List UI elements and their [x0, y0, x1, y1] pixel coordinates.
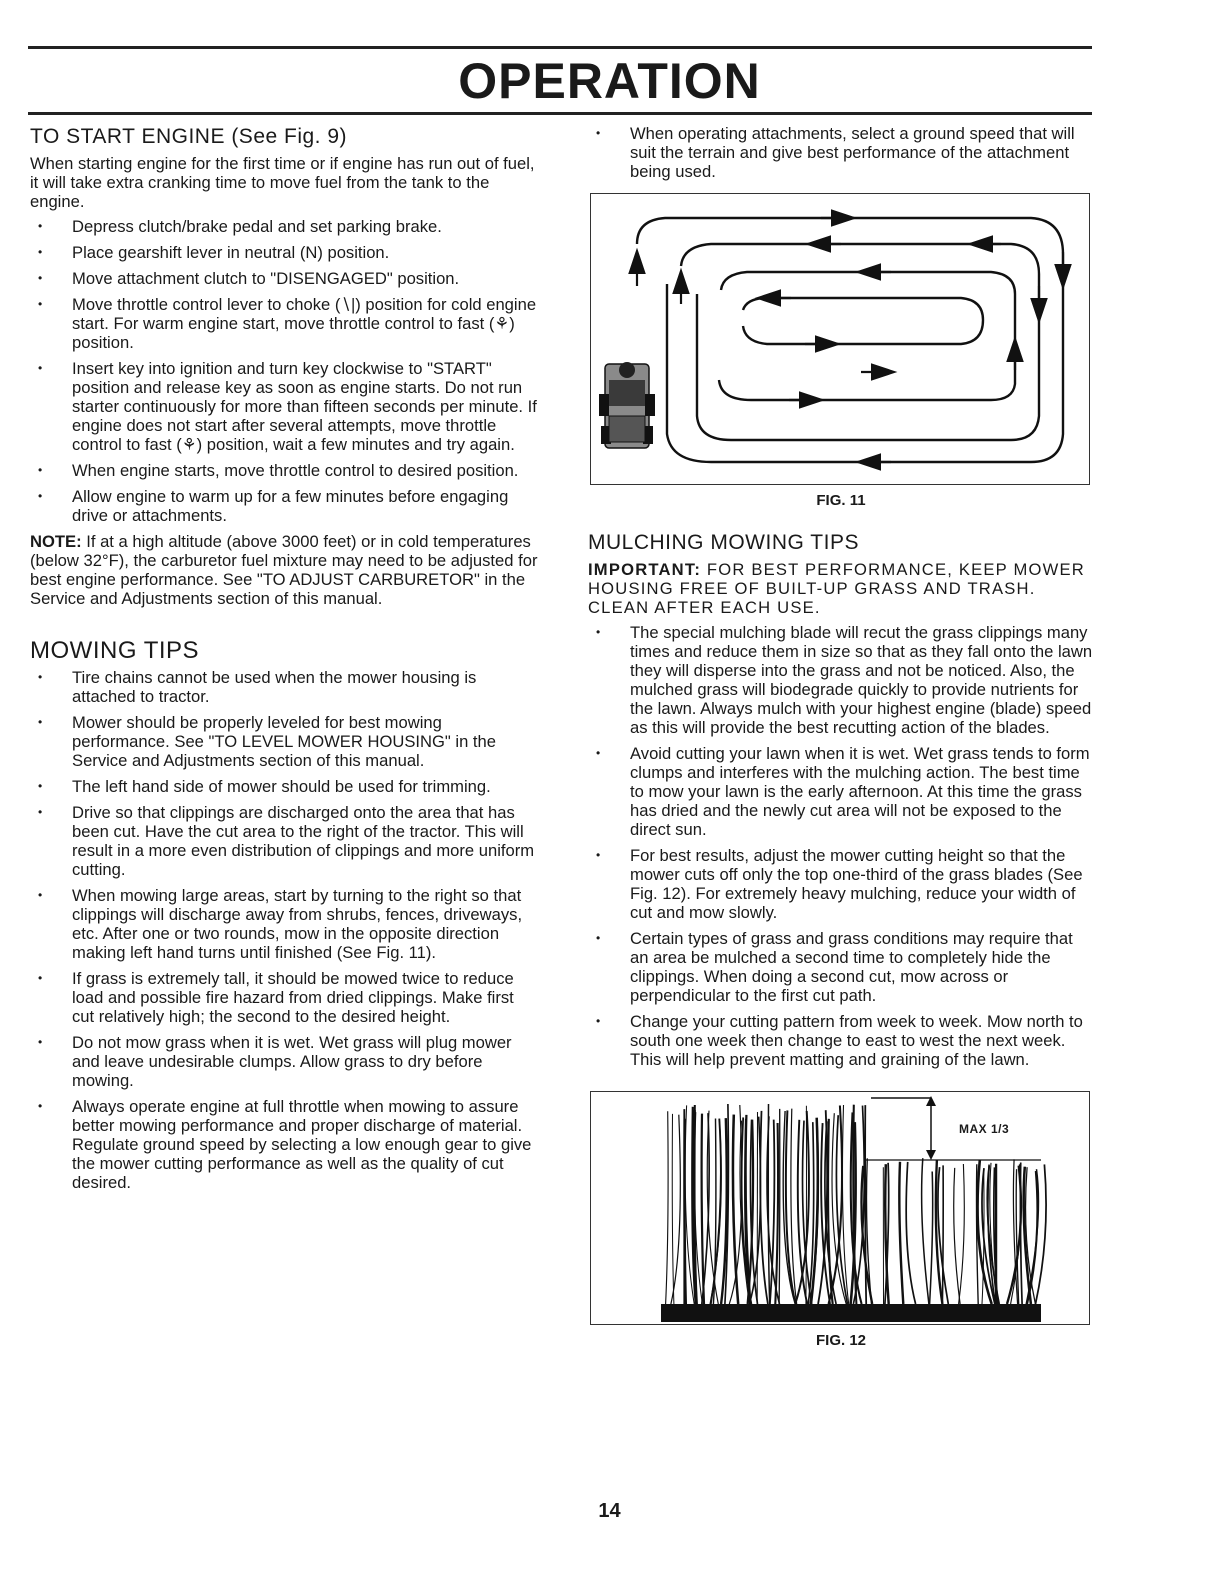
- tractor-icon: [599, 362, 655, 448]
- list-item: • Place gearshift lever in neutral (N) position.: [30, 243, 540, 262]
- altitude-note: [30, 532, 540, 608]
- list-item: • Allow engine to warm up for a few minutes before engaging drive or attachments.: [30, 487, 540, 525]
- grass-illustration: [591, 1092, 1089, 1324]
- grass-blade: [750, 1120, 757, 1304]
- grass-blade: [768, 1104, 769, 1304]
- list-item: • Tire chains cannot be used when the mower housing is attached to tractor.: [30, 668, 540, 706]
- grass-blade: [672, 1114, 674, 1304]
- list-item: • For best results, adjust the mower cutting height so that the mower cuts off only the top one-third of the grass blades (See Fig. 12). For extremely heavy mulching, reduce your width of cut and mow slowly.: [588, 846, 1094, 922]
- note-label: NOTE:: [30, 532, 82, 551]
- attachment-list: [588, 124, 1094, 181]
- grass-blade: [694, 1110, 696, 1304]
- grass-blade: [791, 1109, 797, 1304]
- list-item: • When engine starts, move throttle control to desired position.: [30, 461, 540, 480]
- grass-blade: [779, 1109, 780, 1304]
- list-item: • When operating attachments, select a ground speed that will suit the terrain and give best performance of the attachment being used.: [588, 124, 1094, 181]
- list-item: • Certain types of grass and grass conditions may require that an area be mulched a second time to completely hide the clippings. When doing a second cut, mow across or perpendicular to the first cut path.: [588, 929, 1094, 1005]
- start-engine-list: [30, 217, 540, 525]
- list-item: • Insert key into ignition and turn key clockwise to "START" position and release key as soon as engine starts. Do not run starter continuously for more than fifteen seconds per minute. If engine does not start after several attempts, move throttle control to fast (⚘) position, wait a few minutes and try again.: [30, 359, 540, 454]
- grass-blade: [775, 1123, 778, 1304]
- page-number: 14: [598, 1500, 621, 1522]
- list-item: • If grass is extremely tall, it should be mowed twice to reduce load and possible fire hazard from dried clippings. Make first cut relatively high; the second to the desired height.: [30, 969, 540, 1026]
- inner-path: [743, 298, 983, 344]
- grass-blade: [865, 1105, 866, 1304]
- note-text: If at a high altitude (above 3000 feet) or in cold temperatures (below 32°F), the carburetor fuel mixture may need to be adjusted for best engine performance. See "TO ADJUST CARBURETOR" in the Service and Adjustments section of this manual.: [30, 532, 538, 608]
- grass-blade: [959, 1164, 965, 1304]
- list-item: • The special mulching blade will recut the grass clippings many times and reduce them in size so that as they fall onto the lawn they will disperse into the grass and not be noticed. Also, the mulched grass will biodegrade quickly to provide nutrients for the lawn. Always mulch with your highest engine (blade) speed as this will provide the best recutting action of the blades.: [588, 623, 1094, 737]
- mulching-tips-list: [588, 623, 1094, 1069]
- important-text: FOR BEST PERFORMANCE, KEEP MOWER HOUSING FREE OF BUILT-UP GRASS AND TRASH. CLEAN AFTER EACH USE.: [588, 560, 1085, 617]
- ground-strip: [661, 1304, 1041, 1322]
- start-engine-heading: TO START ENGINE (See Fig. 9): [30, 125, 348, 148]
- list-item: • When mowing large areas, start by turning to the right so that clippings will discharge away from shrubs, fences, driveways, etc. After one or two rounds, mow in the opposite direction making left hand turns until finished (See Fig. 11).: [30, 886, 540, 962]
- list-item: • Move throttle control lever to choke (∖|) position for cold engine start. For warm engine start, move throttle control to fast (⚘) position.: [30, 295, 540, 352]
- grass-blade: [906, 1162, 915, 1304]
- grass-blade: [954, 1168, 960, 1304]
- list-item: • Do not mow grass when it is wet. Wet grass will plug mower and leave undesirable clumps. Allow grass to dry before mowing.: [30, 1033, 540, 1090]
- list-item: • The left hand side of mower should be used for trimming.: [30, 777, 540, 796]
- figure-11-caption: FIG. 11: [816, 492, 866, 509]
- top-rule: [28, 46, 1092, 49]
- start-engine-intro: When starting engine for the first time or if engine has run out of fuel, it will take extra cranking time to move fuel from the tank to the engine.: [30, 154, 535, 211]
- grass-blade: [930, 1172, 933, 1305]
- figure-12-caption: FIG. 12: [815, 1332, 867, 1349]
- grass-blade: [922, 1158, 929, 1304]
- list-item: • Mower should be properly leveled for best mowing performance. See "TO LEVEL MOWER HOUSING" in the Service and Adjustments section of this manual.: [30, 713, 540, 770]
- mulching-tips-heading: MULCHING MOWING TIPS: [588, 531, 859, 554]
- max-one-third-label: MAX 1/3: [959, 1122, 1010, 1136]
- list-item: • Change your cutting pattern from week to week. Mow north to south one week then change to east to west the next week. This will help prevent matting and graining of the lawn.: [588, 1012, 1094, 1069]
- outer-path: [637, 218, 1063, 462]
- list-item: • Move attachment clutch to "DISENGAGED" position.: [30, 269, 540, 288]
- figure-12-grass-height: [590, 1091, 1090, 1325]
- list-item: • Avoid cutting your lawn when it is wet. Wet grass tends to form clumps and interferes with the mulching action. The best time to mow your lawn is the early afternoon. At this time the grass has dried and the newly cut area will not be exposed to the direct sun.: [588, 744, 1094, 839]
- page-title: OPERATION: [458, 53, 761, 109]
- mowing-tips-list: [30, 668, 540, 1192]
- third-path: [719, 272, 1015, 400]
- mowing-tips-heading: MOWING TIPS: [30, 637, 200, 664]
- grass-blade: [666, 1111, 669, 1304]
- grass-blade: [733, 1115, 738, 1304]
- grass-blade: [899, 1162, 903, 1304]
- title-rule: [28, 112, 1092, 115]
- right-column: [588, 124, 1094, 1350]
- grass-blade: [806, 1106, 807, 1304]
- left-column: [30, 124, 540, 1199]
- mowing-pattern-diagram: [591, 194, 1089, 484]
- list-item: • Depress clutch/brake pedal and set parking brake.: [30, 217, 540, 236]
- list-item: • Drive so that clippings are discharged onto the area that has been cut. Have the cut area to the right of the tractor. This will result in a more even distribution of clippings and more uniform cutting.: [30, 803, 540, 879]
- important-notice: [588, 560, 1094, 617]
- grass-blade: [942, 1165, 943, 1304]
- list-item: • Always operate engine at full throttle when mowing to assure better mowing performance and proper discharge of material. Regulate ground speed by selecting a low enough gear to give the mower cutting performance as well as the quality of cut desired.: [30, 1097, 540, 1192]
- important-label: IMPORTANT:: [588, 560, 702, 579]
- grass-blade: [1024, 1167, 1031, 1304]
- arrow-down-icon: [926, 1150, 936, 1160]
- figure-11-mowing-pattern: [590, 193, 1090, 485]
- grass-blade: [702, 1114, 704, 1304]
